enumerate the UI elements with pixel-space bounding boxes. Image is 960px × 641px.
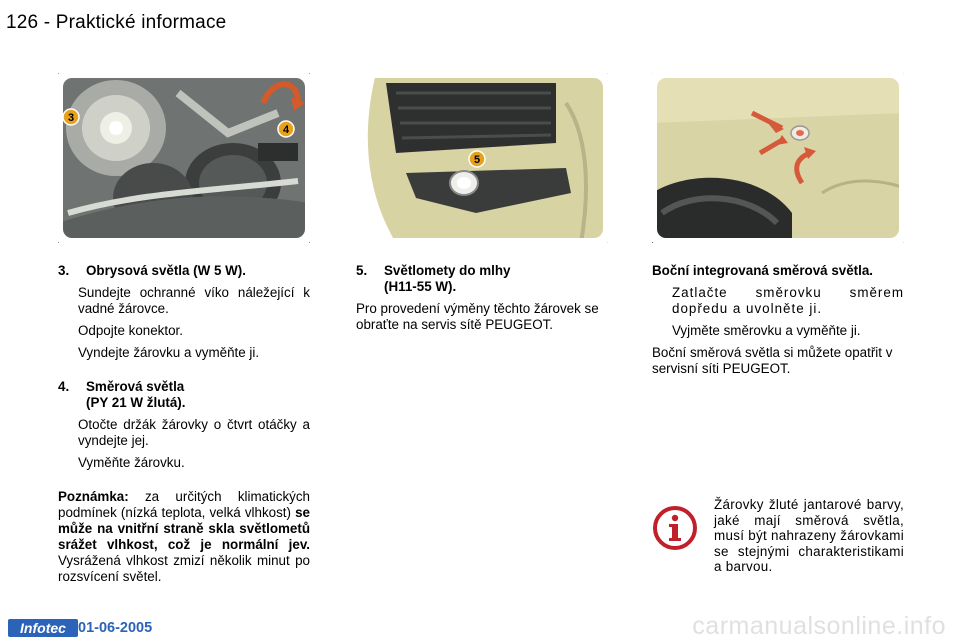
marker-4: 4 [282,124,290,136]
bullet-item: Sundejte ochranné víko náležející k vadné žárovce. [78,285,310,316]
marker-5: 5 [473,154,481,166]
bullet-item: Zatlačte směrovku směrem dopředu a uvolněte ji. [672,285,904,316]
section-4-title: 4. Směrová světla (PY 21 W žlutá). [58,379,186,410]
footer-date: 01-06-2005 [78,620,153,636]
bullet-item: Vyjměte směrovku a vyměňte ji. [672,323,861,338]
note-paragraph: Poznámka: za určitých klimatických podmínek (nízká teplota, velká vlhkost) se může na vnitřní straně skla světlometů srážet vlhkost, což je normální jev. Vysrážená vlhkost zmizí několik minut po rozsvícení světel. [58,489,310,584]
info-icon [652,505,698,551]
watermark: carmanualsonline.info [692,612,946,640]
column-side-indicators [652,263,904,377]
fog-lamp-photo [356,73,608,243]
bullet-item: Odpojte konektor. [78,323,183,338]
side-indicator-title: Boční integrovaná směrová světla. [652,263,874,278]
bullet-item: Vyndejte žárovku a vyměňte ji. [78,345,260,360]
side-indicator-photo [652,73,904,243]
side-indicator-text: Boční směrová světla si můžete opatřit v servisní síti PEUGEOT. [652,345,893,376]
page-title: 126 - Praktické informace [6,12,227,33]
bullet-item: Vyměňte žárovku. [78,455,185,470]
bullet-item: Otočte držák žárovky o čtvrt otáčky a vyndejte jej. [78,417,310,448]
column-headlamp [58,263,310,585]
section-5-title: 5. Světlomety do mlhy (H11-55 W). [356,263,511,294]
section-5-text: Pro provedení výměny těchto žárovek se obraťte na servis sítě PEUGEOT. [356,301,599,332]
info-note-text: Žárovky žluté jantarové barvy, jaké mají směrová světla, musí být nahrazeny žárovkami se stejnými charakteristikami a barvou. [714,497,904,574]
marker-3: 3 [67,112,75,124]
headlamp-rear-photo [58,73,310,243]
section-3-title: 3. Obrysová světla (W 5 W). [58,263,246,278]
infotec-logo: Infotec [8,619,78,637]
column-fog-lamps [356,263,608,333]
